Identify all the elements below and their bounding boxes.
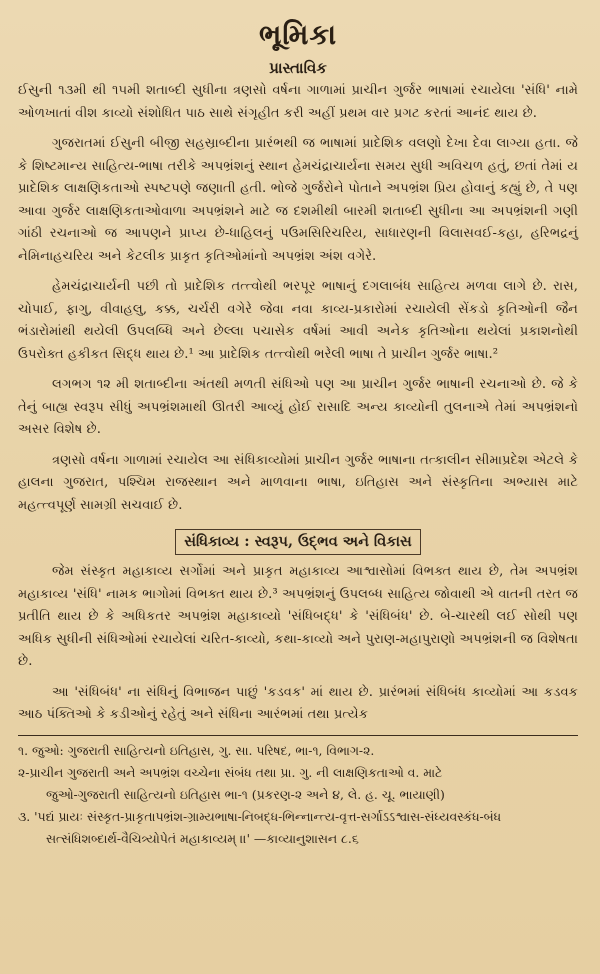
footnote-3-text: 'પદ્યં પ્રાયઃ સંસ્કૃત-પ્રાકૃતાપભ્રંશ-ગ્રામ્યભાષા-નિબદ્ધ-ભિન્નાન્ત્ય-વૃત્ત-સર્ગાઽઽશ્વાસ-સંધ્યવસ્કંધ-બંધ: [34, 808, 502, 824]
section-heading: સંધિકાવ્ય : સ્વરૂપ, ઉદ્ભવ અને વિકાસ: [175, 529, 421, 555]
footnote-3-continuation: સત્સંધિશબ્દાર્થ-વૈચિત્ર્યોપેતં મહાકાવ્યમ્ ।।' —કાવ્યાનુશાસન ૮.૬: [46, 830, 359, 846]
section-heading-box: [18, 529, 578, 555]
section-paragraph-2: આ 'સંધિબંધ' ના સંધિનું વિભાજન પાછું 'કડવક' માં થાય છે. પ્રારંભમાં સંધિબંધ કાવ્યોમાં આ કડવક આઠ પંક્તિઓ કે કડીઓનું રહેતું અને સંધિના આરંભમાં તથા પ્રત્યેક: [18, 684, 578, 722]
footnote-3-number: ૩.: [18, 808, 31, 824]
page-title: ભૂમિકા: [258, 18, 338, 51]
intro-paragraph-5: ત્રણસો વર્ષના ગાળામાં રચાયેલ આ સંધિકાવ્યોમાં પ્રાચીન ગુર્જર ભાષાના તત્કાલીન સીમાપ્રદેશ એટલે કે હાલના ગુજરાત, પશ્ચિમ રાજસ્થાન અને માળવાના ભાષા, ઇતિહાસ અને સંસ્કૃતિના અભ્યાસ માટે મહત્ત્વપૂર્ણ સામગ્રી સચવાઈ છે.: [18, 452, 578, 513]
intro-paragraph-2: ગુજરાતમાં ઈસુની બીજી સહસ્રાબ્દીના પ્રારંભથી જ ભાષામાં પ્રાદેશિક વલણો દેખા દેવા લાગ્યા હતા. જે કે શિષ્ટમાન્ય સાહિત્ય-ભાષા તરીકે અપભ્રંશનું સ્થાન હેમચંદ્રાચાર્યના સમય સુધી અવિચળ હતું, છતાં તેમાં ય પ્રાદેશિક લાક્ષણિકતાઓ સ્પષ્ટપણે જણાતી હતી. ભોજે ગુર્જરોને પોતાને અપભ્રંશ પ્રિય હોવાનું કહ્યું છે, તે પણ આવા ગુર્જર લાક્ષણિકતાઓવાળા અપભ્રંશને માટે જ દશમીથી બારમી શતાબ્દી સુધીના આ અપભ્રંશની ગણી ગાંઠી રચનાઓ જ આપણને પ્રાપ્ય છે-ધાહિલનું પઉમસિરિચરિય, સાધારણની વિલાસવઈ-કહા, હરિભદ્રનું નેમિનાહચરિય અને કેટલીક પ્રાકૃત કૃતિઓમાંનો અપભ્રંશ અંશ વગેરે.: [18, 136, 578, 264]
footnote-2-text: પ્રાચીન ગુજરાતી અને અપભ્રંશ વચ્ચેના સંબંધ તથા પ્રા. ગુ. ની લાક્ષણિકતાઓ વ. માટે: [29, 764, 443, 780]
footnote-divider: [18, 735, 578, 736]
section-paragraph-1: જેમ સંસ્કૃત મહાકાવ્ય સર્ગોમાં અને પ્રાકૃત મહાકાવ્ય આશ્વાસોમાં વિભક્ત થાય છે, તેમ અપભ્રંશ મહાકાવ્ય 'સંધિ' નામક ભાગોમાં વિભક્ત થાય છે.³ અપભ્રંશનું ઉપલબ્ધ સાહિત્ય જોવાથી એ વાતની તરત જ પ્રતીતિ થાય છે કે અધિકતર અપભ્રંશ મહાકાવ્યો 'સંધિબદ્ધ' કે 'સંધિબંધ' છે. બે-ચારથી લઈ સોથી પણ અધિક સુધીની સંધિઓમાં રચાયેલાં ચરિત-કાવ્યો, કથા-કાવ્યો અને પુરાણ-મહાપુરાણો અપભ્રંશની જ વિશેષતા છે.: [18, 564, 578, 669]
footnote-2-continuation: જુઓ-ગુજરાતી સાહિત્યનો ઇતિહાસ ભા-૧ (પ્રકરણ-૨ અને ૪, લે. હ. ચૂ. ભાયાણી): [46, 786, 445, 802]
intro-paragraph-3: હેમચંદ્રાચાર્યની પછી તો પ્રાદેશિક તત્ત્વોથી ભરપૂર ભાષાનું દગલાબંધ સાહિત્ય મળવા લાગે છે. રાસ, ચોપાઈ, ફાગુ, વીવાહલુ, કક્ક, ચર્ચરી વગેરે જેવા નવા કાવ્ય-પ્રકારોમાં રચાયેલી સેંકડો કૃતિઓની જૈન ભંડારોમાંથી થયેલી ઉપલબ્ધિ અને છેલ્લા પચાસેક વર્ષમાં આવી અનેક કૃતિઓના થયેલાં પ્રકાશનોથી ઉપરોક્ત હકીકત સિદ્ધ થાય છે.¹ આ પ્રાદેશિક તત્ત્વોથી ભરેલી ભાષા તે પ્રાચીન ગુર્જર ભાષા.²: [18, 279, 578, 362]
footnote-1-number: ૧.: [18, 742, 29, 758]
footnote-1-text: જુઓ: ગુજરાતી સાહિત્યનો ઇતિહાસ, ગુ. સા. પરિષદ, ભા-૧, વિભાગ-૨.: [31, 742, 375, 758]
footnote-3: [18, 806, 578, 850]
footnote-2-number: ૨-: [18, 764, 30, 780]
footnote-1: [18, 740, 578, 762]
intro-paragraph-1: ઈસુની ૧૩મી થી ૧૫મી શતાબ્દી સુધીના ત્રણસો વર્ષના ગાળામાં પ્રાચીન ગુર્જર ભાષામાં રચાયેલા 'સંધિ' નામે ઓળખાતાં વીશ કાવ્યો સંશોધિત પાઠ સાથે સંગૃહીત કરી અહીં પ્રથમ વાર પ્રગટ કરતાં આનંદ થાય છે.: [18, 83, 578, 121]
intro-heading: પ્રાસ્તાવિક: [269, 59, 327, 77]
intro-paragraph-4: લગભગ ૧૨ મી શતાબ્દીના અંતથી મળતી સંધિઓ પણ આ પ્રાચીન ગુર્જર ભાષાની રચનાઓ છે. જે કે તેનું બાહ્ય સ્વરૂપ સીધું અપભ્રંશમાથી ઊતરી આવ્યું હોઈ રાસાદિ અન્ય કાવ્યોની તુલનાએ તેમાં અપભ્રંશનો અસર વિશેષ છે.: [18, 377, 578, 437]
footnote-2: [18, 762, 578, 806]
